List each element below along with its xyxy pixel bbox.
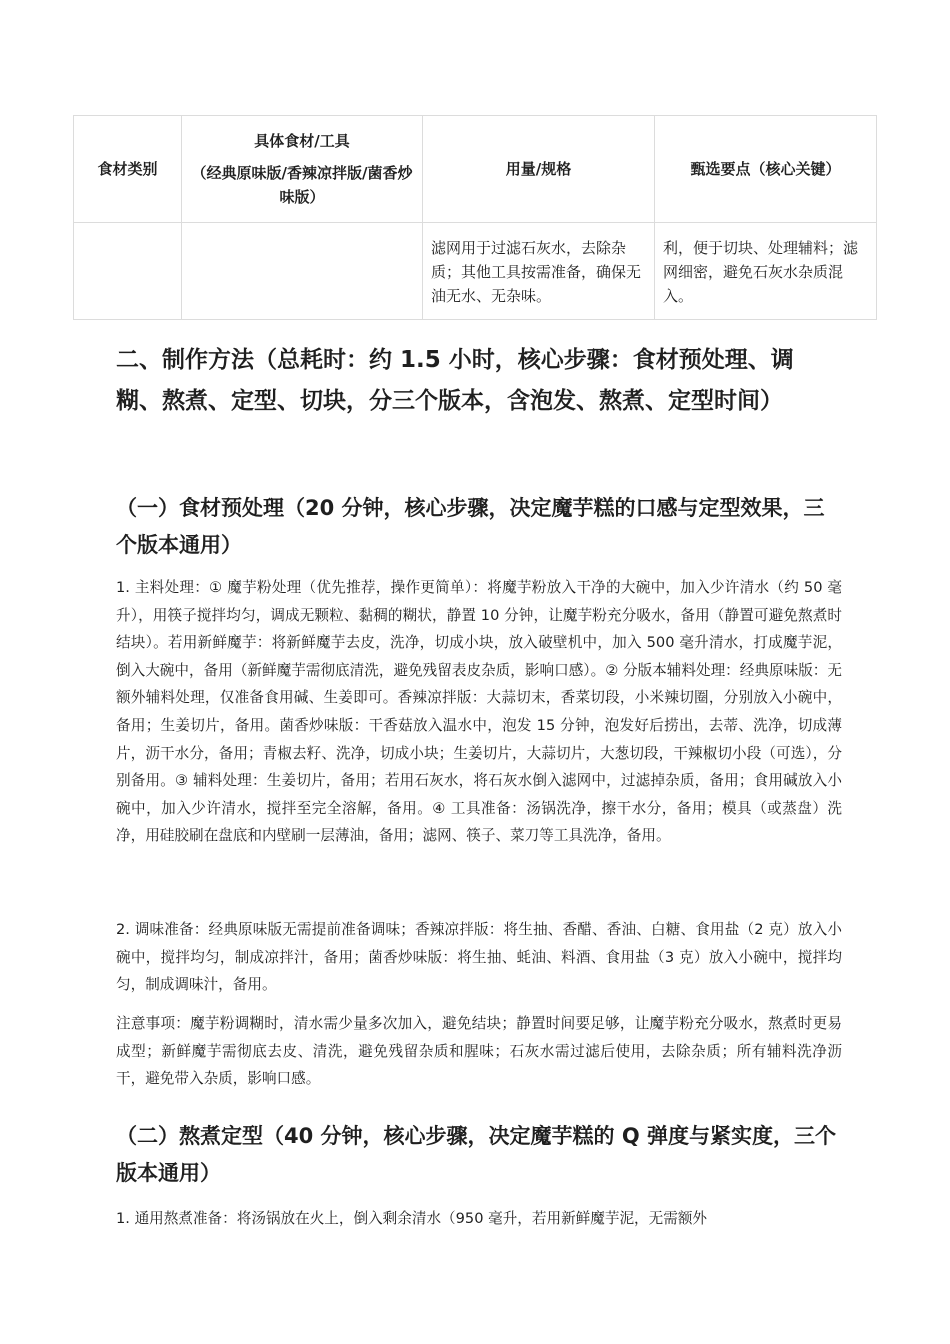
- header-key-points: 甄选要点（核心关键）: [655, 116, 877, 223]
- cell-category: [74, 223, 182, 320]
- subsection-title-cook: （二）熬煮定型（40 分钟，核心步骤，决定魔芋糕的 Q 弹度与紧实度，三个版本通用）: [116, 1124, 837, 1185]
- header-category: 食材类别: [74, 116, 182, 223]
- cell-key-points: 利，便于切块、处理辅料；滤网细密，避免石灰水杂质混入。: [655, 223, 877, 320]
- cook-paragraph-1: 1. 通用熬煮准备：将汤锅放在火上，倒入剩余清水（950 毫升，若用新鲜魔芋泥，无需额外: [116, 1210, 708, 1227]
- cell-amount: 滤网用于过滤石灰水，去除杂质；其他工具按需准备，确保无油无水、无杂味。: [423, 223, 655, 320]
- header-ingredients: [182, 116, 423, 223]
- section-title-method: 二、制作方法（总耗时：约 1.5 小时，核心步骤：食材预处理、调糊、熬煮、定型、切块，分三个版本，含泡发、熬煮、定型时间）: [116, 347, 794, 414]
- table-row: [74, 223, 877, 320]
- prep-paragraph-1: 1. 主料处理：① 魔芋粉处理（优先推荐，操作更简单）：将魔芋粉放入干净的大碗中，加入少许清水（约 50 毫升），用筷子搅拌均匀，调成无颗粒、黏稠的糊状，静置 10 分钟，让魔芋粉充分吸水，备用（静置可避免熬煮时结块）。若用新鲜魔芋：将新鲜魔芋去皮，洗净，切成小块，放入破壁机中，加入 500 毫升清水，打成魔芋泥，倒入大碗中，备用（新鲜魔芋需彻底清洗，避免残留表皮杂质，影响口感）。② 分版本辅料处理：经典原味版：无额外辅料处理，仅准备食用碱、生姜即可。香辣凉拌版：大蒜切末，香菜切段，小米辣切圈，分别放入小碗中，备用；生姜切片，备用。菌香炒味版：干香菇放入温水中，泡发 15 分钟，泡发好后捞出，去蒂、洗净，切成薄片，沥干水分，备用；青椒去籽、洗净，切成小块；生姜切片，大蒜切片，大葱切段，干辣椒切小段（可选），分别备用。③ 辅料处理：生姜切片，备用；若用石灰水，将石灰水倒入滤网中，过滤掉杂质，备用；食用碱放入小碗中，加入少许清水，搅拌至完全溶解，备用。④ 工具准备：汤锅洗净，擦干水分，备用；模具（或蒸盘）洗净，用硅胶刷在盘底和内壁刷一层薄油，备用；滤网、筷子、菜刀等工具洗净，备用。: [116, 579, 842, 845]
- prep-note: 注意事项：魔芋粉调糊时，清水需少量多次加入，避免结块；静置时间要足够，让魔芋粉充分吸水，熬煮时更易成型；新鲜魔芋需彻底去皮、清洗，避免残留杂质和腥味；石灰水需过滤后使用，去除杂质；所有辅料洗净沥干，避免带入杂质，影响口感。: [116, 1015, 842, 1088]
- ingredients-table: [73, 115, 877, 320]
- subsection-title-prep: （一）食材预处理（20 分钟，核心步骤，决定魔芋糕的口感与定型效果，三个版本通用）: [116, 496, 825, 557]
- table-header-row: [74, 116, 877, 223]
- header-amount: 用量/规格: [423, 116, 655, 223]
- cell-ingredients: [182, 223, 423, 320]
- prep-paragraph-2: 2. 调味准备：经典原味版无需提前准备调味；香辣凉拌版：将生抽、香醋、香油、白糖、食用盐（2 克）放入小碗中，搅拌均匀，制成凉拌汁，备用；菌香炒味版：将生抽、蚝油、料酒、食用盐（3 克）放入小碗中，搅拌均匀，制成调味汁，备用。: [116, 921, 842, 994]
- header-ingredients-versions: （经典原味版/香辣凉拌版/菌香炒味版）: [191, 164, 413, 206]
- header-ingredients-title: 具体食材/工具: [254, 132, 350, 150]
